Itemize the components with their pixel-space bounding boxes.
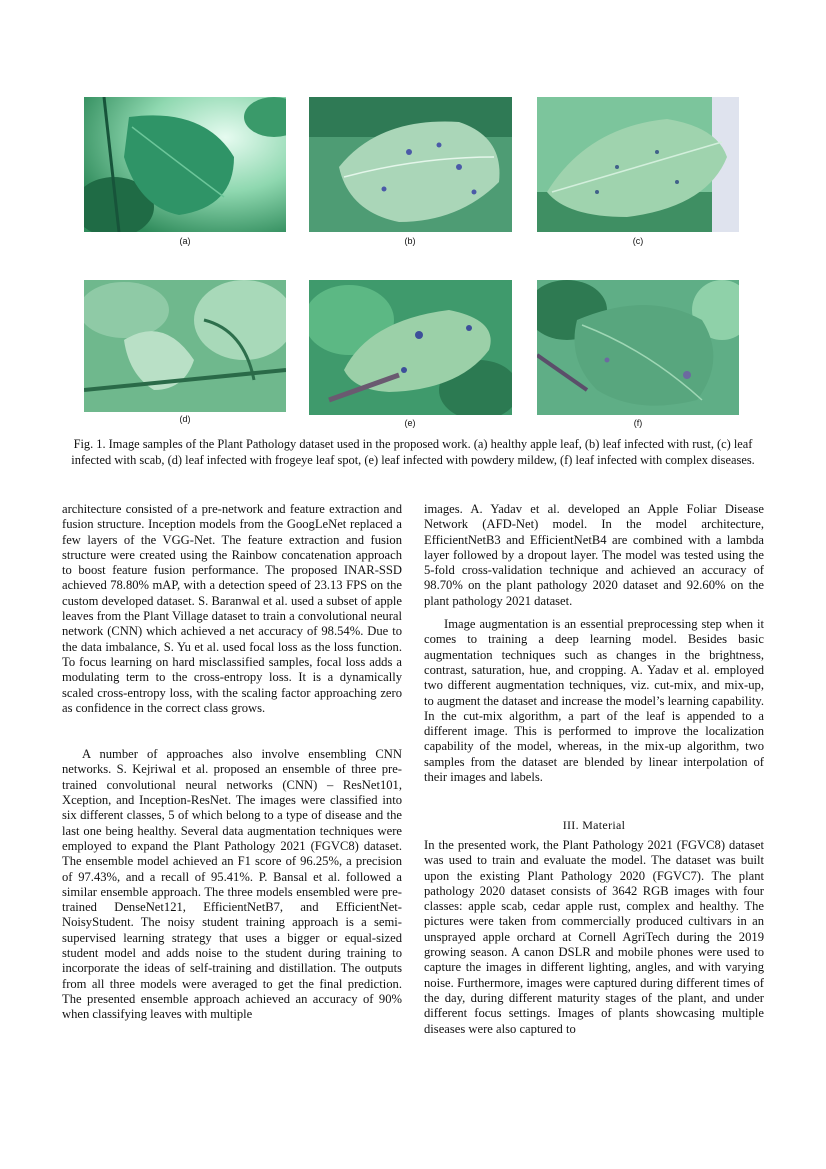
figure-caption: Fig. 1. Image samples of the Plant Pathology dataset used in the proposed work. (a) healthy apple leaf, (b) leaf infected with rust, (c) leaf infected with scab, (d) leaf infected with frogeye leaf spot, (e) leaf infected with powdery mildew, (f) leaf infected with complex diseases.	[71, 437, 755, 467]
panel-label-c: (c)	[632, 236, 644, 246]
right-paragraph-2: Image augmentation is an essential preprocessing step when it comes to training a deep learning model. Besides basic augmentation techniques such as changes in the brightness, contrast, saturation, hue, and cropping. A. Yadav et al. employed two different augmentation techniques, viz. cut-mix, and mix-up, to augment the dataset and increase the model’s learning capability. In the cut-mix algorithm, a part of the leaf is appended to a different image. This is performed to improve the localization capability of the model, whereas, in the mix-up algorithm, two samples from the dataset are blended by linear interpolation of their images and labels.	[424, 617, 764, 785]
figure-panel-a	[84, 97, 286, 232]
rust-leaf-image	[309, 97, 512, 232]
figure-panel-d	[84, 280, 286, 412]
right-paragraph-3: In the presented work, the Plant Pathology 2021 (FGVC8) dataset was used to train and evaluate the model. The dataset was built upon the existing Plant Pathology 2020 (FGVC7). The plant pathology 2020 dataset consists of 3642 RGB images with four classes: apple scab, cedar apple rust, complex and healthy. The pictures were taken from commercially produced cultivars in an unsprayed apple orchard at Cornell AgriTech during the 2019 growing season. A canon DSLR and mobile phones were used to capture the images in different lighting, angles, and with varying noise. Furthermore, images were captured during different times of the day, during different maturity stages of the plant, and under different focus settings. Images of plants showcasing multiple diseases were also captured to	[424, 838, 764, 1036]
figure-panel-e	[309, 280, 512, 415]
right-column	[424, 502, 764, 785]
section-heading-material: III. Material	[562, 818, 626, 832]
panel-label-e: (e)	[404, 418, 416, 428]
figure-panel-c	[537, 97, 739, 232]
right-column-lower	[424, 838, 764, 1037]
scab-leaf-image	[537, 97, 739, 232]
panel-label-a: (a)	[179, 236, 191, 246]
healthy-leaf-image	[84, 97, 286, 232]
complex-disease-leaf-image	[537, 280, 739, 415]
panel-label-d: (d)	[179, 414, 191, 424]
frogeye-leaf-image	[84, 280, 286, 412]
panel-label-b: (b)	[404, 236, 416, 246]
left-paragraph-2: A number of approaches also involve ensembling CNN networks. S. Kejriwal et al. proposed an ensemble of three pre-trained convolutional neural networks (CNN) – ResNet101, Xception, and Inception-ResNet. The images were classified into six different classes, 5 of which belong to a type of disease and the last one being healthy. Several data augmentation techniques were employed to expand the Plant Pathology 2021 (FGVC8) dataset. The ensemble model achieved an F1 score of 96.25%, a precision of 97.43%, and a recall of 95.41%. P. Bansal et al. followed a similar ensemble approach. The three models ensembled were pre-trained DenseNet121, EfficientNetB7, and EfficientNet-NoisyStudent. The noisy student training approach is a semi-supervised learning strategy that uses a bigger or equal-sized student model and adds noise to the student during training to incorporate the ideas of self-training and distillation. The outputs from all three models were averaged to get the final prediction. The presented ensemble approach achieved an accuracy of 90% when classifying leaves with multiple	[62, 747, 402, 1022]
right-paragraph-1: images. A. Yadav et al. developed an Apple Foliar Disease Network (AFD-Net) model. In the model architecture, EfficientNetB3 and EfficientNetB4 are combined with a lambda layer followed by a dropout layer. The model was tested using the 5-fold cross-validation technique and achieved an accuracy of 98.70% on the plant pathology 2020 dataset and 92.60% on the plant pathology 2021 dataset.	[424, 502, 764, 608]
figure-panel-f	[537, 280, 739, 415]
panel-label-f: (f)	[633, 418, 643, 428]
left-column	[62, 502, 402, 1023]
figure-panel-b	[309, 97, 512, 232]
powdery-mildew-leaf-image	[309, 280, 512, 415]
left-paragraph-1: architecture consisted of a pre-network and feature extraction and fusion structure. Inception models from the GoogLeNet replaced a few layers of the VGG-Net. The feature extraction and fusion structure were created using the Rainbow concatenation approach to boost feature fusion performance. The proposed INAR-SSD achieved 78.80% mAP, with a detection speed of 23.13 FPS on the custom developed dataset. S. Baranwal et al. used a subset of apple leaves from the Plant Village dataset to train a convolutional neural network (CNN) which achieved a net accuracy of 98.54%. Due to the data imbalance, S. Yu et al. used focal loss as the loss function. To focus learning on hard misclassified samples, focal loss adds a modulating term to the cross-entropy loss. It is a dynamically scaled cross-entropy loss, with the scaling factor approaching zero as confidence in the correct class grows.	[62, 502, 402, 715]
